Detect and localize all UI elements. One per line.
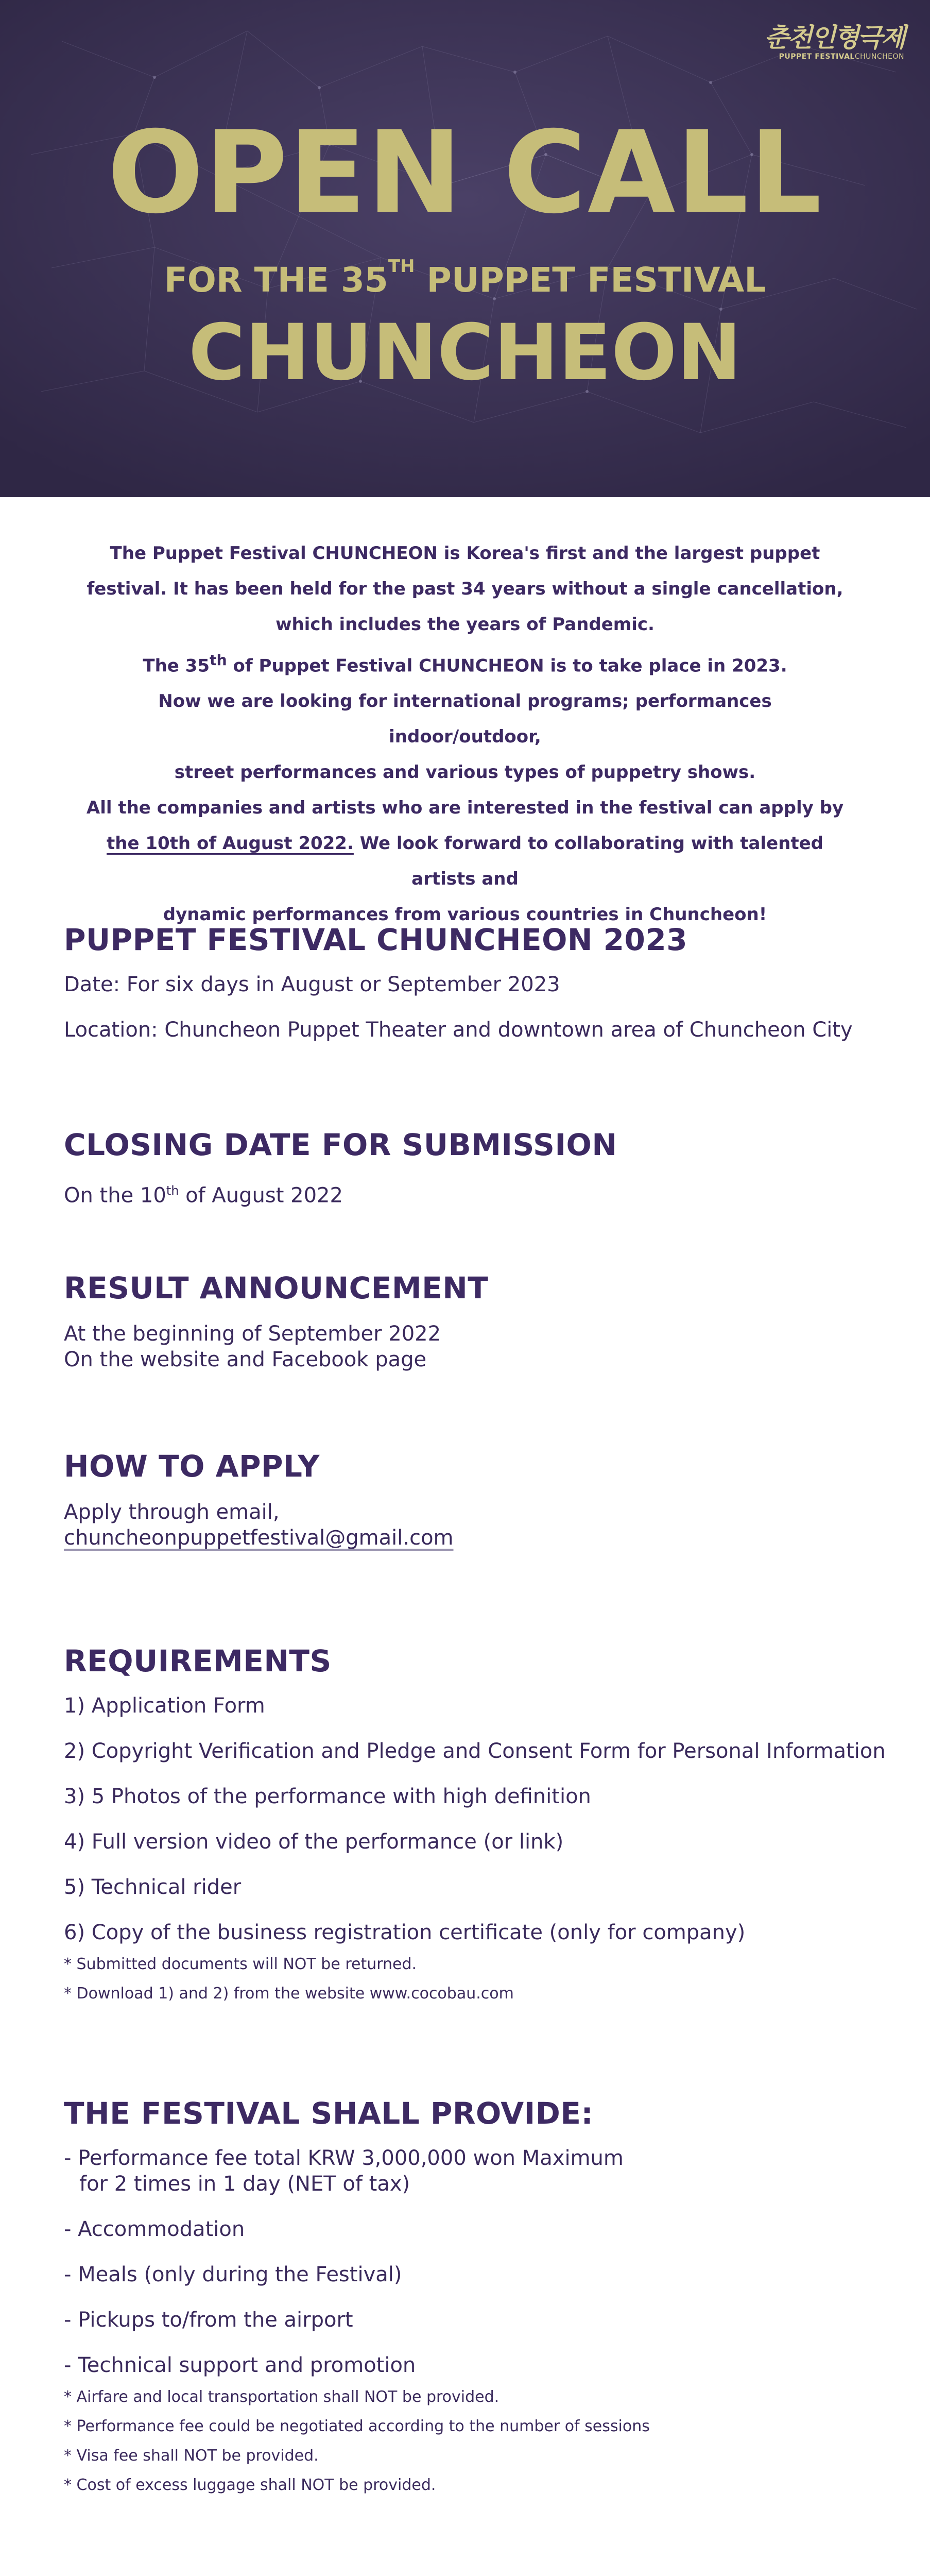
hero-title: OPEN CALL xyxy=(107,107,823,239)
requirement-note: * Download 1) and 2) from the website www.cocobau.com xyxy=(64,1985,514,2003)
logo-english-light: CHUNCHEON xyxy=(854,53,904,61)
intro-line: festival. It has been held for the past 34 years without a single cancellation, xyxy=(87,579,843,599)
intro-line: dynamic performances from various countries in Chuncheon! xyxy=(163,904,767,925)
festival-heading: PUPPET FESTIVAL CHUNCHEON 2023 xyxy=(64,922,688,957)
hero-subtitle-sup: TH xyxy=(388,256,415,277)
provide-note: * Visa fee shall NOT be provided. xyxy=(64,2447,319,2465)
provide-item: - Meals (only during the Festival) xyxy=(64,2263,402,2286)
closing-text: On the 10 xyxy=(64,1183,166,1208)
provide-note: * Performance fee could be negotiated according to the number of sessions xyxy=(64,2417,650,2435)
provide-fee-line: - Performance fee total KRW 3,000,000 won Maximum xyxy=(64,2146,624,2170)
intro-line: The Puppet Festival CHUNCHEON is Korea's first and the largest puppet xyxy=(110,543,820,564)
intro-paragraph xyxy=(82,536,848,933)
hero-city: CHUNCHEON xyxy=(188,308,742,398)
requirement-item: 2) Copyright Verification and Pledge and Consent Form for Personal Information xyxy=(64,1739,886,1763)
provide-section xyxy=(64,2096,889,2500)
closing-date xyxy=(64,1178,889,1208)
network-map-background xyxy=(0,0,930,497)
result-line: On the website and Facebook page xyxy=(64,1348,427,1371)
result-section xyxy=(64,1270,889,1372)
requirements-section xyxy=(64,1643,889,2008)
festival-section xyxy=(64,922,889,1043)
intro-text: of Puppet Festival CHUNCHEON is to take place in 2023. xyxy=(227,655,787,676)
hero-subtitle-prefix: FOR THE 35 xyxy=(164,260,388,300)
requirement-item: 5) Technical rider xyxy=(64,1875,242,1899)
email-link[interactable]: chuncheonpuppetfestival@gmail.com xyxy=(64,1526,454,1550)
requirement-item: 3) 5 Photos of the performance with high definition xyxy=(64,1785,591,1808)
deadline-highlight: the 10th of August 2022. xyxy=(107,833,354,854)
requirement-item: 1) Application Form xyxy=(64,1694,265,1718)
provide-heading: THE FESTIVAL SHALL PROVIDE: xyxy=(64,2096,594,2131)
intro-text: We look forward to collaborating with talented artists and xyxy=(353,833,823,890)
festival-date: Date: For six days in August or September 2023 xyxy=(64,973,560,996)
requirement-note: * Submitted documents will NOT be returned. xyxy=(64,1955,417,1973)
apply-line: Apply through email, xyxy=(64,1500,280,1524)
closing-text: of August 2022 xyxy=(179,1183,343,1208)
intro-sup: th xyxy=(209,652,227,669)
closing-sup: th xyxy=(166,1183,179,1198)
hero-banner xyxy=(0,0,930,497)
festival-location: Location: Chuncheon Puppet Theater and downtown area of Chuncheon City xyxy=(64,1018,853,1042)
apply-email-row xyxy=(64,1525,889,1551)
requirement-item: 6) Copy of the business registration certificate (only for company) xyxy=(64,1921,746,1944)
intro-line: All the companies and artists who are interested in the festival can apply by xyxy=(86,798,844,819)
provide-fee-line: for 2 times in 1 day (NET of tax) xyxy=(79,2172,410,2196)
provide-item: - Pickups to/from the airport xyxy=(64,2308,353,2332)
provide-note: * Cost of excess luggage shall NOT be provided. xyxy=(64,2476,436,2494)
logo-english-bold: PUPPET FESTIVAL xyxy=(779,53,855,61)
intro-line: which includes the years of Pandemic. xyxy=(275,614,655,635)
closing-section xyxy=(64,1127,889,1208)
hero-subtitle-suffix: PUPPET FESTIVAL xyxy=(415,260,766,300)
festival-logo xyxy=(764,25,904,61)
logo-korean: 춘천인형극제 xyxy=(764,23,904,53)
intro-line xyxy=(82,826,848,897)
apply-section xyxy=(64,1449,889,1551)
intro-line: Now we are looking for international programs; performances indoor/outdoor, xyxy=(158,691,772,748)
requirement-item: 4) Full version video of the performance (or link) xyxy=(64,1830,564,1854)
closing-heading: CLOSING DATE FOR SUBMISSION xyxy=(64,1127,617,1162)
intro-line: street performances and various types of puppetry shows. xyxy=(174,762,756,783)
requirements-heading: REQUIREMENTS xyxy=(64,1643,332,1679)
result-heading: RESULT ANNOUNCEMENT xyxy=(64,1270,489,1306)
intro-text: The 35 xyxy=(143,655,210,676)
provide-list xyxy=(64,2145,889,2382)
provide-item: - Accommodation xyxy=(64,2217,245,2241)
provide-item: - Technical support and promotion xyxy=(64,2353,416,2377)
provide-note: * Airfare and local transportation shall NOT be provided. xyxy=(64,2388,500,2406)
requirements-list xyxy=(64,1693,889,1950)
apply-heading: HOW TO APPLY xyxy=(64,1449,320,1484)
intro-line xyxy=(82,642,848,684)
result-line: At the beginning of September 2022 xyxy=(64,1322,441,1346)
hero-subtitle xyxy=(0,256,930,300)
logo-english xyxy=(764,53,904,61)
